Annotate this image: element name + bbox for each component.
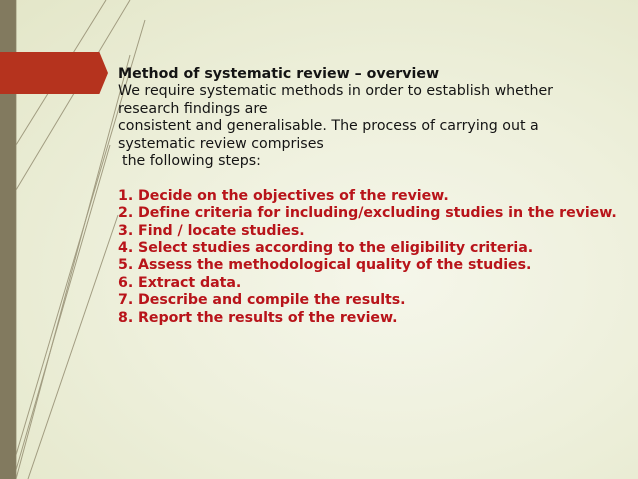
- step-item: 1. Decide on the objectives of the review.: [118, 187, 449, 204]
- step-item: 5. Assess the methodological quality of the studies.: [118, 257, 532, 274]
- intro-line: consistent and generalisable. The process of carrying out a: [118, 118, 539, 135]
- steps-list: [118, 188, 618, 327]
- step-item: 2. Define criteria for including/excluding studies in the review.: [118, 205, 617, 222]
- step-item: 3. Find / locate studies.: [118, 222, 305, 239]
- decor-line: [16, 55, 130, 479]
- decor-line: [16, 145, 110, 470]
- intro-line: We require systematic methods in order to establish whether: [118, 83, 554, 100]
- intro-line: research findings are: [118, 100, 268, 117]
- decor-line: [28, 215, 118, 479]
- slide-content: [118, 66, 618, 327]
- decor-line: [16, 0, 130, 190]
- step-item: 4. Select studies according to the eligibility criteria.: [118, 240, 534, 257]
- step-item: 7. Describe and compile the results.: [118, 292, 406, 309]
- intro-line: the following steps:: [122, 153, 261, 170]
- intro-line: systematic review comprises: [118, 135, 324, 152]
- step-item: 8. Report the results of the review.: [118, 309, 398, 326]
- spacer: [118, 170, 618, 187]
- accent-arrow-tab: [0, 52, 108, 94]
- slide-title: Method of systematic review – overview: [118, 66, 440, 82]
- step-item: 6. Extract data.: [118, 274, 242, 291]
